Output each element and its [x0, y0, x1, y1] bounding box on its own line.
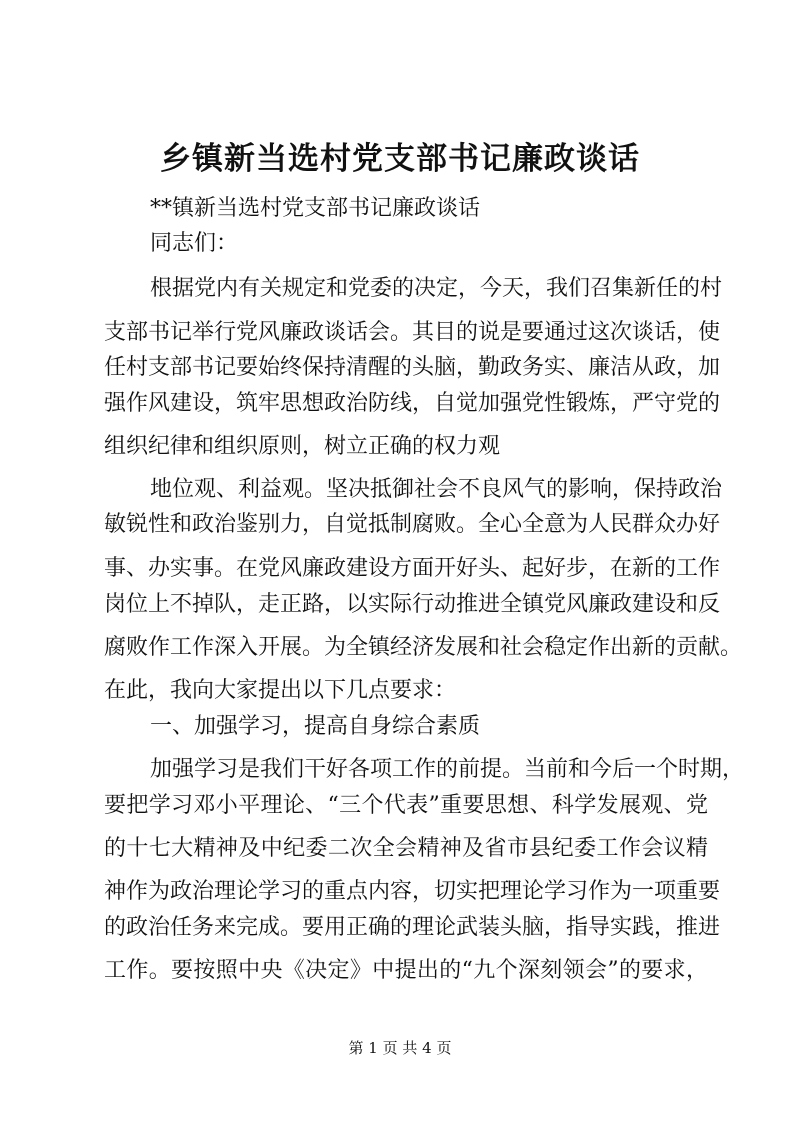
body-line: 根据党内有关规定和党委的决定，今天，我们召集新任的村 — [150, 276, 723, 301]
section-heading: 一、加强学习，提高自身综合素质 — [150, 714, 481, 739]
body-line: 事、办实事。在党风廉政建设方面开好头、起好步，在新的工作 — [104, 556, 721, 581]
page-title: 乡镇新当选村党支部书记廉政谈话 — [160, 141, 640, 177]
body-line: 要把学习邓小平理论、“三个代表”重要思想、科学发展观、党 — [104, 793, 708, 818]
salutation-line: 同志们： — [150, 231, 239, 256]
body-line: 组织纪律和组织原则，树立正确的权力观 — [104, 434, 501, 459]
body-line: 任村支部书记要始终保持清醒的头脑，勤政务实、廉洁从政，加 — [104, 355, 721, 380]
body-line: 神作为政治理论学习的重点内容，切实把理论学习作为一项重要 — [104, 879, 721, 904]
subtitle-line: **镇新当选村党支部书记廉政谈话 — [150, 196, 481, 221]
body-line: 强作风建设，筑牢思想政治防线，自觉加强党性锻炼，严守党的 — [104, 391, 721, 416]
page-number: 第 1 页 共 4 页 — [348, 1039, 452, 1057]
body-line: 支部书记举行党风廉政谈话会。其目的说是要通过这次谈话，使 — [104, 320, 721, 345]
body-line: 腐败作工作深入开展。为全镇经济发展和社会稳定作出新的贡献。 — [104, 635, 743, 660]
body-line: 岗位上不掉队，走正路，以实际行动推进全镇党风廉政建设和反 — [104, 592, 721, 617]
body-line: 的政治任务来完成。要用正确的理论武装头脑，指导实践，推进 — [104, 915, 721, 940]
body-line: 加强学习是我们干好各项工作的前提。当前和今后一个时期， — [150, 757, 745, 782]
body-line: 的十七大精神及中纪委二次全会精神及省市县纪委工作会议精 — [104, 836, 708, 861]
body-line: 工作。要按照中央《决定》中提出的“九个深刻领会”的要求， — [104, 958, 708, 983]
body-line: 在此，我向大家提出以下几点要求： — [104, 678, 457, 703]
body-line: 地位观、利益观。坚决抵御社会不良风气的影响，保持政治 — [150, 477, 723, 502]
body-line: 敏锐性和政治鉴别力，自觉抵制腐败。全心全意为人民群众办好 — [104, 512, 721, 537]
